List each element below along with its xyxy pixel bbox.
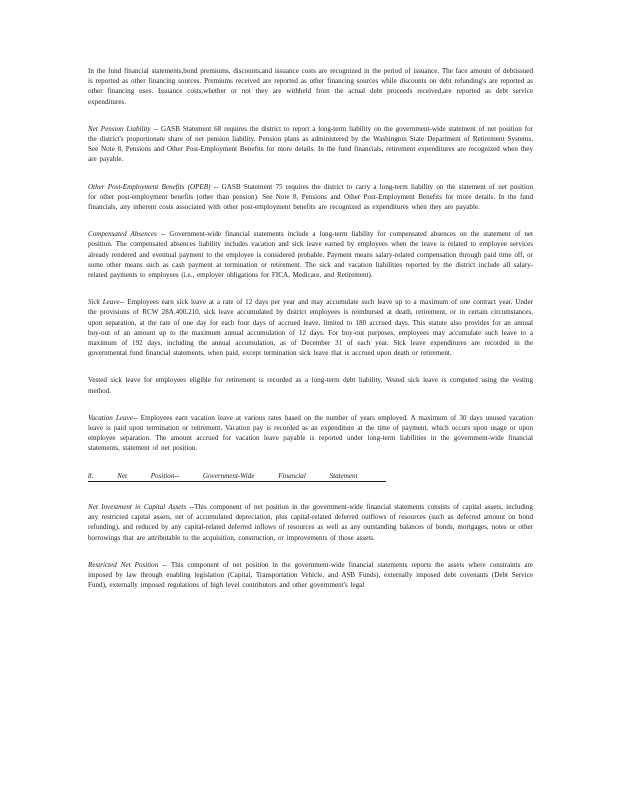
paragraph-heading: Net Investment in Capital Assets — [88, 502, 187, 511]
paragraph-heading: Vacation Leave — [88, 413, 133, 422]
paragraph-text: In the fund financial statements,bond premiums, discounts,and issuance costs are recognized in the period of issuance. The face amount of debtissued is reported as other financing sources. Premiums received are reported as other financing sources while discounts on debt refunding's are reported as other financing uses. Issuance costs,whether or not they are withheld from the actual debt proceeds received,are reported as debt service expenditures. — [88, 67, 533, 106]
paragraph-text: -- Government-wide financial statements include a long-term liability for compensated absences on the statement of net position. The compensated absences liability includes vacation and sick leave earned by employees when the leave is related to employee services already rendered and eventual payment to the employee is considered probable. Payment means salary-related compensation through paid time off, or some other means such as cash payment at termination or retirement. The sick and vacation liabilities reported by the district include all salary-related payments to employees (i.e., employer obligations for FICA, Medicare, and Retirement). — [88, 230, 533, 280]
paragraph-sick-leave — [88, 297, 533, 358]
paragraph-text: -- Employees earn vacation leave at various rates based on the number of years employed. A maximum of 30 days unused vacation leave is paid upon termination or retirement. Vacation pay is recorded as an expenditure at the time of payment, which occurs upon usage or upon employee separation. The amount accrued for vacation leave payable is reported under long-term liabilities in the government-wide financial statements, statement of net position. — [88, 413, 533, 453]
paragraph-bond-premiums — [88, 66, 533, 107]
paragraph-vested-sick-leave — [88, 375, 533, 395]
paragraph-text: -- This component of net position in the government-wide financial statements reports the assets where constraints are imposed by law through enabling legislation (Capital, Transportation Vehicle, and ASB Funds), externally imposed debt covenants (Debt Service Fund), externally imposed regulations of high level contributors and other government's legal — [88, 560, 533, 590]
paragraph-text: Vested sick leave for employees eligible for retirement is recorded as a long-term debt liability. Vested sick leave is computed using the vesting method. — [88, 376, 533, 395]
paragraph-heading: Compensated Absences — [88, 230, 157, 239]
paragraph-restricted-net-position — [88, 560, 533, 591]
paragraph-text: --This component of net position in the government-wide financial statements consists of capital assets, including any restricted capital assets, net of accumulated depreciation, plus capital-related deferred outflows of resources (such as deferred amount on bond refunding), and reduced by any capital-related deferred inflows of resources as well as any outstanding balances of bonds, mortgages, notes or other borrowings that are attributable to the acquisition, construction, or improvements of those assets. — [88, 502, 533, 542]
paragraph-text: -- GASB Statement 75 requires the district to carry a long-term liability on the statement of net position for other post-employment benefits (other than pension). See Note 8, Pensions and Other Post-Employment Benefits for more details. In the fund financials, any inherent costs associated with other post-employment benefits are recognized as expenditures when they are payable. — [88, 182, 534, 212]
paragraph-text: -- Employees earn sick leave at a rate of 12 days per year and may accumulate such leave up to a maximum of one contract year. Under the provisions of RCW 28A.400.210, sick leave accumulated by district employees is reimbursed at death, retirement, or in certain circumstances, upon separation, at the rate of one day for each four days of accrued leave, limited to 180 accrued days. This statute also provides for an annual buy-out of an amount up to the maximum annual accumulation of 12 days. For buy-out purposes, employees may accumulate such leave to a maximum of 192 days, including the annual accumulation, as of December 31 of each year. Sick leave expenditures are recorded in the governmental fund financial statements, when paid, except termination sick leave that is accrued upon death or retirement. — [88, 298, 533, 358]
paragraph-net-investment-capital-assets — [88, 502, 533, 543]
document-page — [88, 66, 533, 607]
paragraph-heading: Other Post-Employment Benefits (OPEB) — [88, 182, 211, 191]
paragraph-net-pension-liability — [88, 124, 533, 165]
paragraph-vacation-leave — [88, 413, 533, 454]
paragraph-heading: Sick Leave — [88, 298, 120, 307]
paragraph-text: -- GASB Statement 68 requires the district to report a long-term liability on the government-wide statement of net position for the district's proportionate share of net pension liability. Pension plans as administered by the Washington State Department of Retirement Systems. See Note 8, Pensions and Other Post-Employment Benefits for more details. In the fund financials, retirement expenditures are recognized when they are payable. — [88, 124, 533, 164]
paragraph-heading: Net Pension Liability — [88, 124, 151, 133]
paragraph-compensated-absences — [88, 229, 533, 280]
section-title: 8. Net Position-- Government-Wide Financial Statement — [88, 471, 386, 482]
paragraph-opeb — [88, 182, 533, 213]
paragraph-heading: Restricted Net Position — [88, 560, 159, 569]
